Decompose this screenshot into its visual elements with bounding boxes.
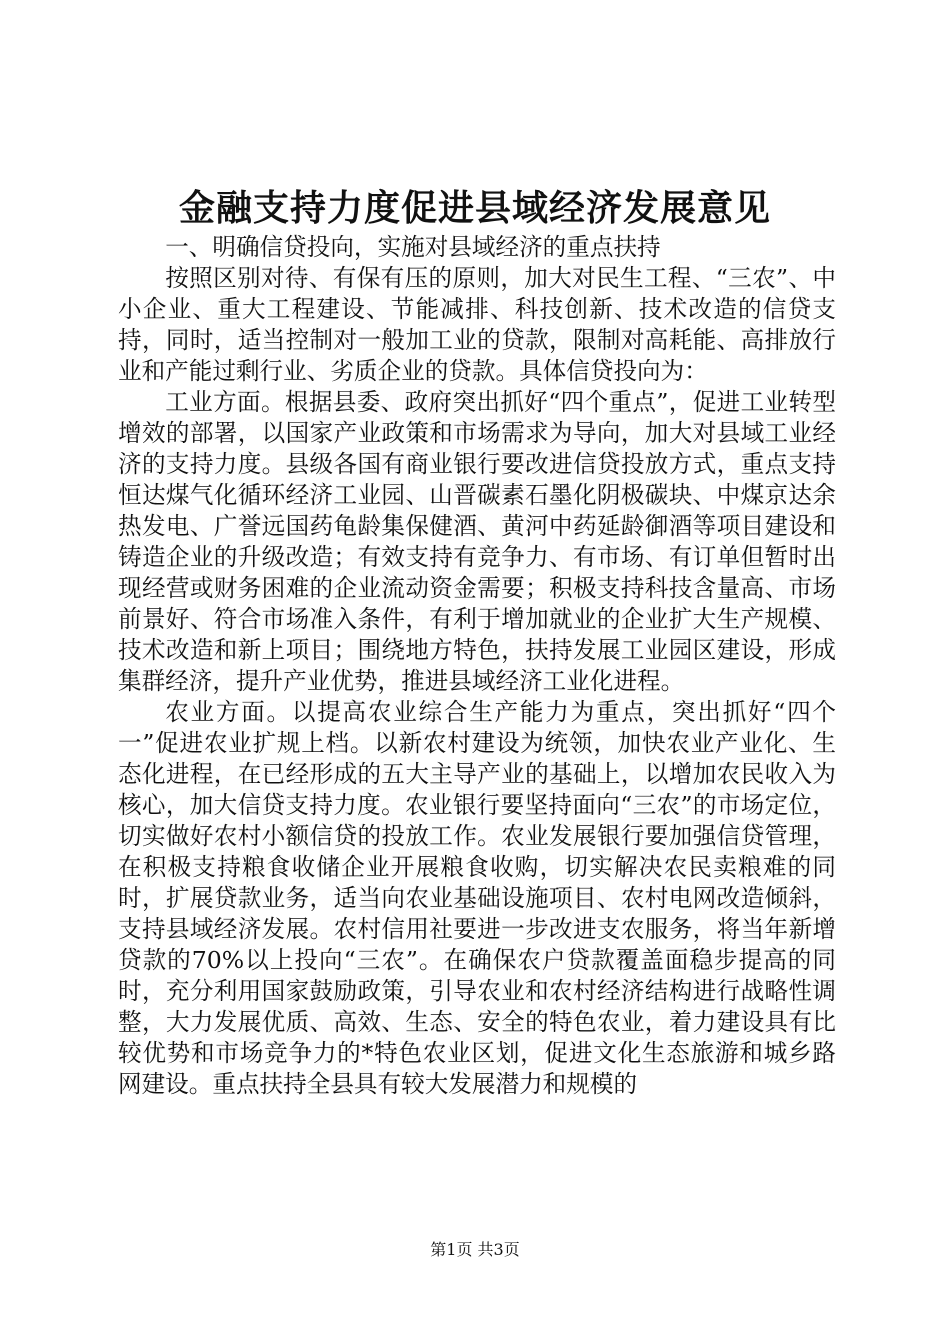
paragraph-principle: 按照区别对待、有保有压的原则，加大对民生工程、“三农”、中小企业、重大工程建设、节能减排、科技创新、技术改造的信贷支持，同时，适当控制对一般加工业的贷款，限制对高耗能、高排放行业和产能过剩行业、劣质企业的贷款。具体信贷投向为： xyxy=(118,264,836,385)
page-footer: 第1页 共3页 xyxy=(430,1240,520,1259)
section-heading: 一、明确信贷投向，实施对县域经济的重点扶持 xyxy=(165,233,661,261)
document-body xyxy=(118,232,836,1100)
document-title: 金融支持力度促进县域经济发展意见 xyxy=(178,187,771,229)
paragraph-industry: 工业方面。根据县委、政府突出抓好“四个重点”，促进工业转型增效的部署，以国家产业政策和市场需求为导向，加大对县域工业经济的支持力度。县级各国有商业银行要改进信贷投放方式，重点支持恒达煤气化循环经济工业园、山晋碳素石墨化阴极碳块、中煤京达余热发电、广誉远国药龟龄集保健酒、黄河中药延龄御酒等项目建设和铸造企业的升级改造；有效支持有竞争力、有市场、有订单但暂时出现经营或财务困难的企业流动资金需要；积极支持科技含量高、市场前景好、符合市场准入条件，有利于增加就业的企业扩大生产规模、技术改造和新上项目；围绕地方特色，扶持发展工业园区建设，形成集群经济，提升产业优势，推进县域经济工业化进程。 xyxy=(118,388,836,695)
paragraph-agriculture: 农业方面。以提高农业综合生产能力为重点，突出抓好“四个一”促进农业扩规上档。以新农村建设为统领，加快农业产业化、生态化进程，在已经形成的五大主导产业的基础上，以增加农民收入为核心，加大信贷支持力度。农业银行要坚持面向“三农”的市场定位，切实做好农村小额信贷的投放工作。农业发展银行要加强信贷管理，在积极支持粮食收储企业开展粮食收购，切实解决农民卖粮难的同时，扩展贷款业务，适当向农业基础设施项目、农村电网改造倾斜，支持县域经济发展。农村信用社要进一步改进支农服务，将当年新增贷款的70%以上投向“三农”。在确保农户贷款覆盖面稳步提高的同时，充分利用国家鼓励政策，引导农业和农村经济结构进行战略性调整，大力发展优质、高效、生态、安全的特色农业，着力建设具有比较优势和市场竞争力的*特色农业区划，促进文化生态旅游和城乡路网建设。重点扶持全县具有较大发展潜力和规模的 xyxy=(118,698,836,1098)
